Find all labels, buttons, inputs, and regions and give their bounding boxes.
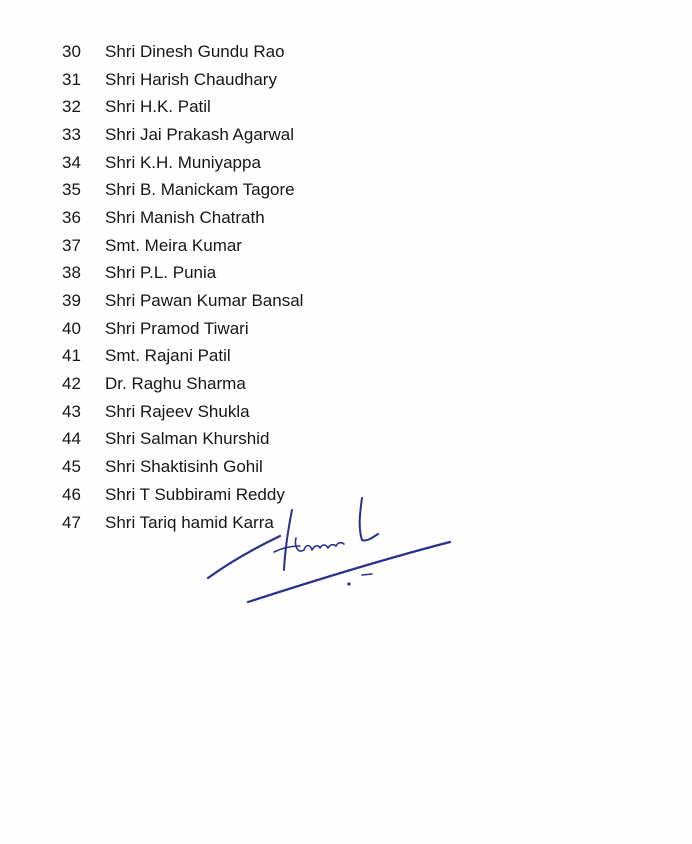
list-item [62, 287, 303, 315]
list-item [62, 315, 303, 343]
item-name: Shri Harish Chaudhary [105, 69, 277, 89]
item-name: Shri Jai Prakash Agarwal [105, 124, 294, 144]
item-number: 37 [62, 235, 81, 255]
item-number: 36 [62, 207, 81, 227]
item-name: Shri Pramod Tiwari [105, 318, 249, 338]
list-item [62, 453, 303, 481]
item-name: Shri P.L. Punia [105, 263, 217, 283]
item-number: 39 [62, 291, 81, 311]
item-number: 47 [62, 512, 81, 532]
item-name: Shri T Subbirami Reddy [105, 484, 285, 504]
list-item [62, 398, 303, 426]
item-name: Shri K.H. Muniyappa [105, 152, 261, 172]
item-name: Smt. Meira Kumar [105, 235, 242, 255]
list-item [62, 260, 303, 288]
list-item [62, 343, 303, 371]
item-name: Shri Rajeev Shukla [105, 401, 250, 421]
item-number: 38 [62, 263, 81, 283]
item-number: 40 [62, 318, 81, 338]
item-name: Shri Tariq hamid Karra [105, 512, 274, 532]
item-name: Shri Shaktisinh Gohil [105, 457, 263, 477]
item-name: Shri Pawan Kumar Bansal [105, 291, 304, 311]
item-number: 41 [62, 346, 81, 366]
list-item [62, 66, 303, 94]
item-name: Shri Manish Chatrath [105, 207, 265, 227]
list-item [62, 232, 303, 260]
item-number: 43 [62, 401, 81, 421]
item-name: Dr. Raghu Sharma [105, 374, 246, 394]
item-name: Shri Salman Khurshid [105, 429, 270, 449]
list-item [62, 370, 303, 398]
item-number: 32 [62, 97, 81, 117]
item-number: 45 [62, 457, 81, 477]
list-item [62, 204, 303, 232]
handwritten-signature [200, 490, 460, 610]
item-name: Shri B. Manickam Tagore [105, 180, 295, 200]
list-item [62, 38, 303, 66]
item-number: 30 [62, 41, 81, 61]
item-number: 34 [62, 152, 81, 172]
list-item [62, 426, 303, 454]
item-number: 35 [62, 180, 81, 200]
list-item [62, 121, 303, 149]
member-list [62, 38, 303, 536]
list-item [62, 93, 303, 121]
item-number: 46 [62, 484, 81, 504]
item-name: Shri Dinesh Gundu Rao [105, 41, 285, 61]
item-number: 31 [62, 69, 81, 89]
item-name: Shri H.K. Patil [105, 97, 211, 117]
item-number: 33 [62, 124, 81, 144]
item-name: Smt. Rajani Patil [105, 346, 231, 366]
item-number: 44 [62, 429, 81, 449]
list-item [62, 149, 303, 177]
item-number: 42 [62, 374, 81, 394]
list-item [62, 176, 303, 204]
